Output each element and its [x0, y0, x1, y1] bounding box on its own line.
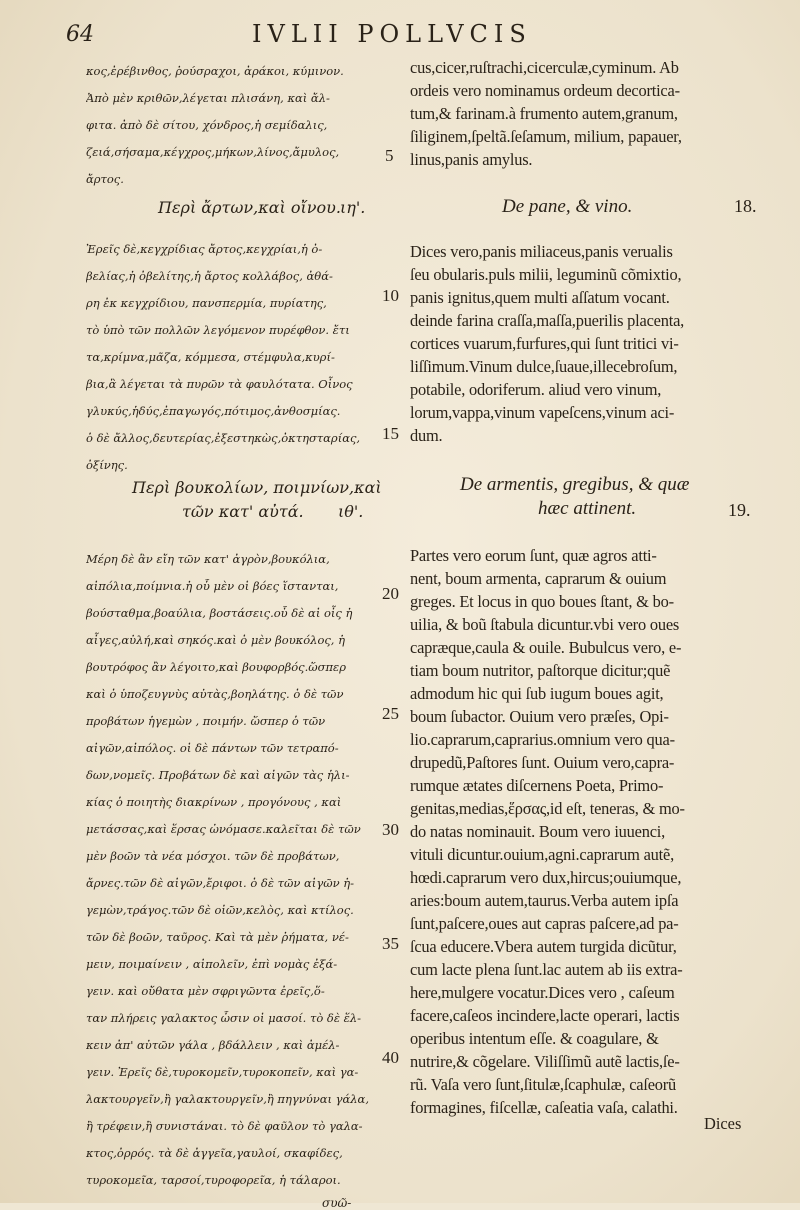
greek-line: φιτα. ἀπὸ δὲ σίτου, χόνδρος,ἡ σεμίδαλις,: [86, 118, 328, 132]
latin-line: aries:boum autem,taurus.Verba autem ipſa: [410, 891, 679, 910]
greek-line: ρη ἐκ κεγχρίδιου, πανσπερμία, πυρίατης,: [86, 296, 327, 310]
greek-line: κίας ὁ ποιητὴς διακρίνων , προγόνους , καὶ: [86, 795, 342, 809]
greek-line: λακτουργεῖν,ἢ γαλακτουργεῖν,ἢ πηγνύναι γάλα,: [86, 1092, 369, 1106]
latin-section-heading: De pane, & vino.: [502, 196, 633, 217]
latin-catchword: Dices: [704, 1114, 742, 1133]
greek-catchword: συῶ-: [322, 1196, 352, 1210]
line-number: 40: [382, 1048, 399, 1067]
greek-line: Μέρη δὲ ἂν εἴη τῶν κατ' ἀγρὸν,βουκόλια,: [86, 552, 330, 566]
line-number: 10: [382, 286, 399, 305]
greek-line: ὁ δὲ ἄλλος,δευτερίας,ἐξεστηκὼς,ὀκτησταρίας,: [86, 431, 361, 445]
latin-line: facere,caſeos incindere,lacte operari, lactis: [410, 1006, 680, 1025]
greek-line: μετάσσας,καὶ ἕρσας ὠνόμασε.καλεῖται δὲ τῶν: [86, 822, 361, 836]
latin-line: operibus intentum eſſe. & coagulare, &: [410, 1029, 659, 1048]
line-number: 5: [385, 146, 394, 165]
latin-line: capræque,caula & ouile. Bubulcus vero, e-: [410, 638, 682, 657]
latin-line: cum lacte plena ſunt.lac autem ab iis extra-: [410, 960, 683, 979]
greek-line: γειν. καὶ οὔθατα μὲν σφριγῶντα ἐρεῖς,ὅ-: [86, 984, 325, 998]
latin-line: boum ſubactor. Ouium vero præſes, Opi-: [410, 707, 669, 726]
greek-column-block-1: [86, 58, 386, 193]
latin-line: tum,& farinam.à frumento autem,granum,: [410, 104, 678, 123]
latin-line: ſiliginem,ſpeltã.ſeſamum, milium, papauer,: [410, 127, 682, 146]
latin-line: rumque ætates diſcernens Poeta, Primo-: [410, 776, 664, 795]
latin-column-section-18: [410, 240, 765, 447]
greek-line: μειν, ποιμαίνειν , αἰπολεῖν, ἐπὶ νομὰς ἐξά-: [86, 957, 338, 971]
line-number: 20: [382, 584, 399, 603]
greek-section-heading: Περὶ ἄρτων,καὶ οἴνου.: [158, 198, 341, 217]
latin-line: cus,cicer,ruſtrachi,cicerculæ,cyminum. Ab: [410, 58, 679, 77]
latin-line: ordeis vero nominamus ordeum decortica-: [410, 81, 680, 100]
greek-line: γειν. Ἐρεῖς δὲ,τυροκομεῖν,τυροκοπεῖν, καὶ γα-: [86, 1065, 359, 1079]
latin-line: potabile, odoriferum. aliud vero vinum,: [410, 380, 662, 399]
greek-line: κειν ἀπ' αὐτῶν γάλα , βδάλλειν , καὶ ἀμέλ-: [86, 1038, 340, 1052]
latin-line: Dices vero,panis miliaceus,panis verualis: [410, 242, 673, 261]
greek-line: τα,κρίμνα,μᾶζα, κόμμεσα, στέμφυλα,κυρί-: [86, 350, 335, 364]
greek-line: ὀξίνης.: [86, 458, 128, 472]
greek-line: ζειά,σήσαμα,κέγχρος,μήκων,λίνος,ἄμυλος,: [86, 145, 340, 159]
greek-section-number: ιθ'.: [338, 502, 364, 521]
latin-line: liſſimum.Vinum dulce,ſuaue,illecebroſum,: [410, 357, 678, 376]
line-number: 30: [382, 820, 399, 839]
greek-section-number: ιη'.: [340, 198, 366, 217]
latin-line: linus,panis amylus.: [410, 150, 533, 169]
greek-line: μὲν βοῶν τὰ νέα μόσχοι. τῶν δὲ προβάτων,: [86, 849, 340, 863]
latin-line: ſeu obularis.puls milii, leguminũ cõmixtio,: [410, 265, 682, 284]
greek-line: τυροκομεῖα, ταρσοί,τυροφορεῖα, ἡ τάλαροι.: [86, 1173, 341, 1187]
greek-line: βελίας,ἡ ὀβελίτης,ἡ ἄρτος κολλάβος, ἀθά-: [86, 269, 333, 283]
latin-line: vituli dicuntur.ouium,agni.caprarum autẽ,: [410, 845, 674, 864]
latin-line: nutrire,& cõgelare. Viliſſimũ autẽ lactis,ſe-: [410, 1052, 680, 1071]
greek-section-heading: Περὶ βουκολίων, ποιμνίων,καὶ: [132, 478, 382, 497]
greek-column-section-18: [86, 236, 386, 479]
latin-line: here,mulgere vocatur.Dices vero , caſeum: [410, 983, 675, 1002]
latin-line: lio.caprarum,caprarius.omnium vero qua-: [410, 730, 675, 749]
line-number: 15: [382, 424, 399, 443]
greek-line: ταν πλήρεις γαλακτος ὦσιν οἱ μασοί. τὸ δὲ ἕλ-: [86, 1011, 362, 1025]
latin-line: hœdi.caprarum vero dux,hircus;ouiumque,: [410, 868, 682, 887]
latin-section-number: 19.: [728, 500, 751, 520]
greek-column-section-19: [86, 546, 386, 1194]
greek-line: δων,νομεῖς. Προβάτων δὲ καὶ αἰγῶν τὰς ἡλι-: [86, 768, 350, 782]
page-number: 64: [66, 22, 94, 47]
latin-line: panis ignitus,quem multi aſſatum vocant.: [410, 288, 670, 307]
greek-line: βούσταθμα,βοαύλια, βοστάσεις.οὗ δὲ αἱ οἶς ἡ: [86, 606, 353, 620]
greek-line: κτος,ὀρρός. τὰ δὲ ἀγγεῖα,γαυλοί, σκαφίδες,: [86, 1146, 343, 1160]
line-number: 25: [382, 704, 399, 723]
greek-line: Ἐρεῖς δὲ,κεγχρίδιας ἄρτος,κεγχρίαι,ἡ ὀ-: [86, 242, 323, 256]
greek-line: βια,ἃ λέγεται τὰ πυρῶν τὰ φαυλότατα. Οἶνος: [86, 377, 353, 391]
latin-line: rũ. Vaſa vero ſunt,ſitulæ,ſcaphulæ, caſeorũ: [410, 1075, 677, 1094]
greek-line: καὶ ὁ ὑποζευγνὺς αὐτὰς,βοηλάτης. ὁ δὲ τῶν: [86, 687, 344, 701]
latin-line: nent, boum armenta, caprarum & ouium: [410, 569, 667, 588]
running-title: IVLII POLLVCIS: [252, 20, 532, 48]
greek-line: ἢ τρέφειν,ἢ συνιστάναι. τὸ δὲ φαῦλον τὸ γαλα-: [86, 1119, 363, 1133]
greek-line: τῶν δὲ βοῶν, ταῦρος. Καὶ τὰ μὲν ῥήματα, νέ-: [86, 930, 349, 944]
latin-column-block-1: [410, 56, 765, 171]
greek-line: Ἀπὸ μὲν κριθῶν,λέγεται πλισάνη, καὶ ἄλ-: [86, 91, 330, 105]
greek-line: τὸ ὑπὸ τῶν πολλῶν λεγόμενον πυρέφθον. ἔτι: [86, 323, 350, 337]
latin-section-number: 18.: [734, 196, 757, 216]
latin-line: deinde farina craſſa,maſſa,puerilis placenta,: [410, 311, 685, 330]
latin-line: drupedũ,Paſtores ſunt. Ouium vero,capra-: [410, 753, 675, 772]
latin-line: ſcua educere.Vbera autem turgida dicũtur,: [410, 937, 677, 956]
greek-line: αἰπόλια,ποίμνια.ἡ οὗ μὲν οἱ βόες ἵστανται,: [86, 579, 339, 593]
latin-line: genitas,medias,ἕρσας,id eſt, teneras, & mo-: [410, 799, 685, 818]
latin-line: uilia, & boũ ſtabula dicuntur.vbi vero oues: [410, 615, 680, 634]
greek-section-heading-line-2: τῶν κατ' αὐτά.: [182, 502, 304, 521]
line-number: 35: [382, 934, 399, 953]
greek-line: γεμὼν,τράγος.τῶν δὲ οἰῶν,κελὸς, καὶ κτίλος.: [86, 903, 354, 917]
latin-line: lorum,vappa,vinum vapeſcens,vinum aci-: [410, 403, 675, 422]
greek-line: κος,ἐρέβινθος, ῥούσραχοι, ἀράκοι, κύμινον.: [86, 64, 344, 78]
latin-column-section-19: [410, 544, 765, 1119]
greek-line: γλυκύς,ἡδύς,ἐπαγωγός,πότιμος,ἀνθοσμίας.: [86, 404, 341, 418]
latin-line: greges. Et locus in quo boues ſtant, & bo-: [410, 592, 674, 611]
greek-line: ἄρνες.τῶν δὲ αἰγῶν,ἔριφοι. ὁ δὲ τῶν αἰγῶν ἡ-: [86, 876, 354, 890]
greek-line: βουτρόφος ἂν λέγοιτο,καὶ βουφορβός.ὥσπερ: [86, 660, 346, 674]
greek-line: αἰγῶν,αἰπόλος. οἱ δὲ πάντων τῶν τετραπό-: [86, 741, 339, 755]
greek-line: αἶγες,αὐλή,καὶ σηκός.καὶ ὁ μὲν βουκόλος, ἡ: [86, 633, 346, 647]
greek-line: ἄρτος.: [86, 172, 124, 186]
latin-line: ſunt,paſcere,oues aut capras paſcere,ad pa-: [410, 914, 679, 933]
latin-section-heading: De armentis, gregibus, & quæ: [460, 474, 690, 495]
latin-section-heading-line-2: hæc attinent.: [538, 498, 637, 519]
latin-line: do natas nominauit. Boum vero iuuenci,: [410, 822, 666, 841]
latin-line: admodum hic qui ſub iugum boues agit,: [410, 684, 664, 703]
latin-line: formagines, fiſcellæ, caſeatia vaſa, calathi.: [410, 1098, 678, 1117]
page-header: [60, 18, 760, 52]
latin-line: cortices vuarum,furfures,qui ſunt tritici vi-: [410, 334, 679, 353]
latin-line: dum.: [410, 426, 443, 445]
latin-line: Partes vero eorum ſunt, quæ agros atti-: [410, 546, 657, 565]
greek-line: προβάτων ἡγεμὼν , ποιμήν. ὥσπερ ὁ τῶν: [86, 714, 326, 728]
latin-line: tiam boum nutritor, paſtorque dicitur;quẽ: [410, 661, 671, 680]
